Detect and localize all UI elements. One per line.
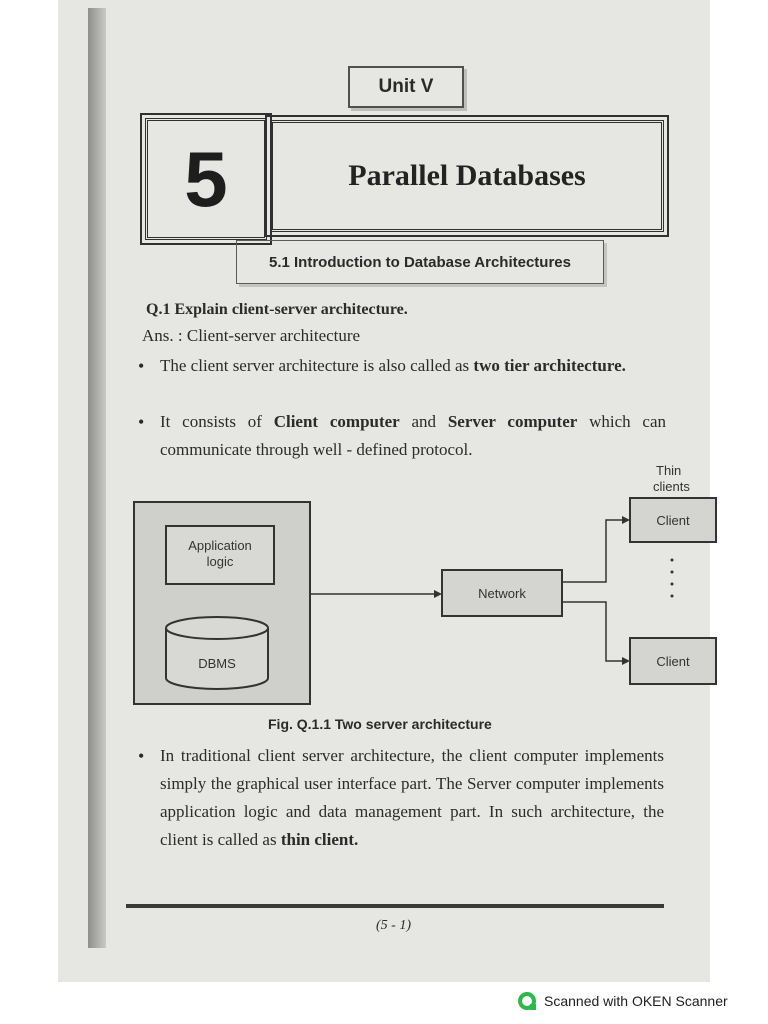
arrowhead xyxy=(622,657,630,665)
bullet-dot: • xyxy=(138,746,145,766)
question-line xyxy=(146,296,408,323)
network-label: Network xyxy=(478,586,526,601)
scanner-text: Scanned with OKEN Scanner xyxy=(544,993,728,1009)
oken-logo-icon xyxy=(518,992,536,1010)
arrowhead xyxy=(434,590,442,598)
bullet-dot: • xyxy=(138,412,145,432)
bullet-two-tier xyxy=(138,352,666,380)
client-label-bottom: Client xyxy=(656,654,690,669)
bullet-client-server xyxy=(138,408,666,464)
bullet-thin-client xyxy=(138,742,664,854)
network-client-bottom-link xyxy=(562,602,622,661)
section-heading: 5.1 Introduction to Database Architectures xyxy=(236,240,604,284)
answer-line xyxy=(142,322,360,349)
bullet-text: which can communicate through well - defined protocol. xyxy=(160,412,666,459)
footer-rule xyxy=(126,904,664,908)
bullet-text: and xyxy=(399,412,448,431)
bullet-text: The client server architecture is also called as xyxy=(160,356,474,375)
book-spine xyxy=(88,8,106,948)
application-logic-line1: Application xyxy=(188,538,252,553)
scanned-page xyxy=(58,0,710,982)
arrowhead xyxy=(622,516,630,524)
architecture-diagram xyxy=(128,460,690,710)
question-text: Explain client-server architecture. xyxy=(174,301,408,318)
thin-clients-line2: clients xyxy=(653,479,690,494)
answer-title: Client-server architecture xyxy=(186,326,361,345)
dbms-label: DBMS xyxy=(198,656,236,671)
bullet-bold-text: Client computer xyxy=(273,412,400,431)
bullet-text: In traditional client server architecture, the client computer implements simply the graphical user interface part. The Server computer implements application logic and data management part. In such architecture, the client is called as xyxy=(160,746,664,849)
chapter-title: Parallel Databases xyxy=(270,120,664,232)
bullet-bold-text: thin client. xyxy=(280,830,359,849)
bullet-bold-text: two tier architecture. xyxy=(473,356,626,375)
network-client-top-link xyxy=(562,520,622,582)
scanner-watermark xyxy=(518,992,728,1010)
answer-label: Ans. : xyxy=(142,326,183,345)
bullet-dot: • xyxy=(138,356,145,376)
bullet-bold-text: Server computer xyxy=(447,412,578,431)
bullet-text: It consists of xyxy=(160,412,274,431)
unit-label: Unit V xyxy=(348,66,464,108)
figure-caption: Fig. Q.1.1 Two server architecture xyxy=(268,716,492,732)
page-number: (5 - 1) xyxy=(376,918,411,933)
client-label-top: Client xyxy=(656,513,690,528)
thin-clients-line1: Thin xyxy=(656,463,682,478)
application-logic-line2: logic xyxy=(206,554,234,569)
ellipsis-dots xyxy=(671,559,674,598)
dbms-cylinder xyxy=(166,617,268,689)
question-label: Q.1 xyxy=(146,301,171,318)
chapter-number: 5 xyxy=(145,118,267,240)
